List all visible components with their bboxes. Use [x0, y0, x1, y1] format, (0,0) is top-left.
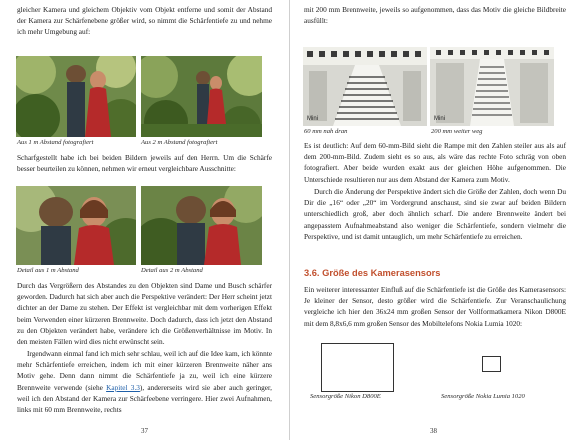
section-heading: 3.6. Größe des Kamerasensors — [304, 268, 441, 278]
sharpness-paragraph: Scharfgestellt habe ich bei beiden Bildern jeweils auf den Herrn. Um die Schärfe besser beurteilen zu können, nehmen wir erneut vergleichbare Ausschnitte: — [17, 153, 272, 174]
idea-paragraph — [17, 348, 272, 415]
chart-label-mini-1: Mini — [307, 116, 319, 122]
page-number-right: 38 — [430, 427, 437, 435]
photo-detail-1m — [16, 186, 136, 265]
photo-figurines-1m — [16, 56, 136, 137]
distance-paragraph: Durch das Vergrößern des Abstandes zu den Objekten sind Dame und Busch schärfer geworden. Dadurch hat sich aber auch die Perspektive verändert: Der Herr scheint jetzt dichter an der Dame zu stehen. Der Effekt ist vergleichbar mit dem vorherigen Effekt beim Verwenden einer kürzeren Brennweite. Doch dadurch, dass ich jetzt den Abstand zu den Objekten verändert habe, verändere ich die Größenverhältnisse im Motiv. In den meisten Fällen wird dies nicht erwünscht sein. — [17, 281, 272, 347]
sensor-box-nikon-d800e — [321, 343, 394, 392]
sensor-paragraph: Ein weiterer interessanter Einfluß auf die Schärfentiefe ist die Größe des Kamerasensors: Je kleiner der Sensor, desto größer wird die Schärfentiefe. Zur Veranschaulichung vergleiche ich hier den 36x24 mm großen Sensor der Vollformatkamera Nikon D800E mit dem 8,8x6,6 mm großen Sensor des Mobiltelefons Nokia Lumia 1020: — [304, 285, 566, 328]
perspective-paragraph: Durch die Änderung der Perspektive ändert sich die Größe der Zahlen, doch wenn Du Dir die „16“ oder „20“ im Vordergrund anschaust, sind sie zwar auf beiden Bildern unterschiedlich groß, aber doch ähnlich scharf. Die andere Brennweite ändert bei angepasstem Aufnahmeabstand also weniger die Schärfentiefe, sondern vielmehr die Perspektive, und ist damit untauglich, um mehr Schärfentiefe zu erreichen. — [304, 187, 566, 241]
caption-sensor-nokia: Sensorgröße Nokia Lumia 1020 — [441, 393, 525, 400]
photo-test-chart-200mm — [430, 47, 554, 126]
sensor-box-nokia-lumia-1020 — [482, 356, 501, 372]
caption-chart-200mm: 200 mm weiter weg — [431, 128, 483, 135]
idea-text-after-link: ), andererseits wird sie aber auch geringer, weil ich den Abstand der Kamera zur Schärfeebene verringere. Hier zwei Aufnahmen, links mit 60 mm Brennweite, rechts — [17, 382, 273, 415]
caption-chart-60mm: 60 mm nah dran — [304, 128, 348, 135]
caption-detail-1m: Detail aus 1 m Abstand — [17, 267, 79, 274]
idea-text-before-link: Irgendwann einmal fand ich mich sehr schlau, weil ich auf die Idee kam, ich könnte mehr Schärfentiefe erreichen, indem ich mit einer kürzeren Brennweite näher ans Motiv gehe. Denn dann nimmt die Schärfentiefe ja zu, weil ich eine kürzere Brennweite verwende (siehe — [17, 349, 272, 392]
caption-photo-1m: Aus 1 m Abstand fotografiert — [17, 139, 94, 146]
photo-detail-2m — [141, 186, 262, 265]
chart-label-mini-2: Mini — [434, 116, 446, 122]
caption-photo-2m: Aus 2 m Abstand fotografiert — [141, 139, 218, 146]
caption-detail-2m: Detail aus 2 m Abstand — [141, 267, 203, 274]
ramp-paragraph: Es ist deutlich: Auf dem 60-mm-Bild sieht die Rampe mit den Zahlen steiler aus als auf dem 200-mm-Bild. Zudem sieht es so aus, als wäre das rechte Foto schräg von oben fotografiert. Aber beide wurden exakt aus der gleichen Höhe aufgenommen. Die Unterschiede resultieren nur aus dem Abstand der Kamera zum Motiv. — [304, 141, 566, 184]
intro-paragraph: gleicher Kamera und gleichem Objektiv vom Objekt entferne und somit der Abstand der Kamera zur Schärfenebene größer wird, so nimmt die Schärfentiefe zu und nehme ich mehr Umgebung auf: — [17, 5, 272, 37]
right-page — [289, 0, 578, 440]
caption-sensor-nikon: Sensorgröße Nikon D800E — [310, 393, 381, 400]
top-paragraph: mit 200 mm Brennweite, jeweils so aufgenommen, dass das Motiv die gleiche Bildbreite ausfüllt: — [304, 5, 566, 26]
photo-figurines-2m — [141, 56, 262, 137]
chapter-link[interactable]: Kapitel 3.3 — [106, 382, 140, 392]
page-number-left: 37 — [141, 427, 148, 435]
photo-test-chart-60mm — [303, 47, 427, 126]
